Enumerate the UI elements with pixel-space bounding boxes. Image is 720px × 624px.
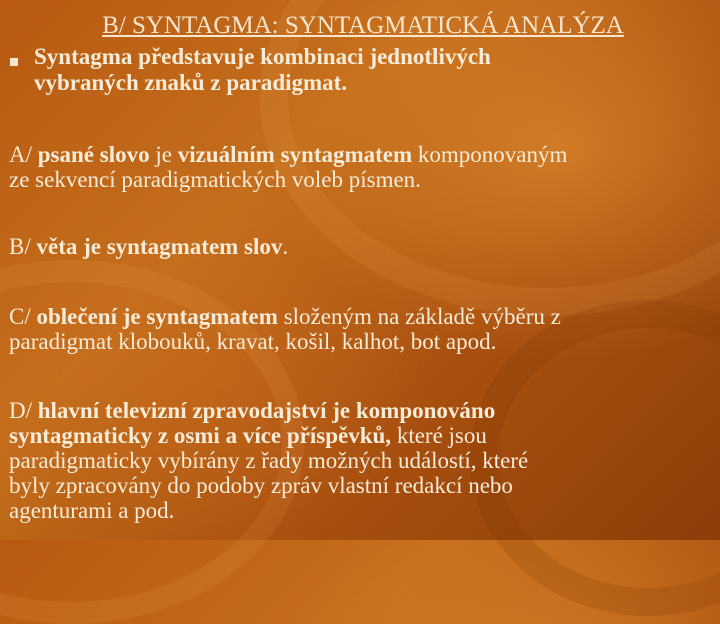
paragraph-b-strong: věta je syntagmatem slov xyxy=(36,234,283,259)
paragraph-b-line-1 xyxy=(9,234,720,259)
paragraph-d-line-2 xyxy=(9,423,720,448)
square-bullet-icon xyxy=(10,58,18,66)
paragraph-d-line-4: byly zpracovány do podoby zpráv vlastní redakcí nebo xyxy=(9,473,513,498)
paragraph-b xyxy=(9,234,720,259)
paragraph-d-line-3: paradigmaticky vybírány z řady možných událostí, které xyxy=(9,448,529,473)
paragraph-c-strong: oblečení je syntagmatem xyxy=(36,304,278,329)
paragraph-a-prefix: A/ xyxy=(9,142,38,167)
paragraph-a xyxy=(9,142,720,192)
bullet-item xyxy=(10,44,690,96)
paragraph-a-strong: vizuálním syntagmatem xyxy=(177,142,413,167)
paragraph-a-term: psané slovo xyxy=(37,142,150,167)
paragraph-c xyxy=(9,304,720,354)
bullet-line-2: vybraných znaků z paradigmat. xyxy=(34,70,348,95)
bullet-line-1: Syntagma představuje kombinaci jednotlivých xyxy=(34,44,491,69)
paragraph-d-strong-2: syntagmaticky z osmi a více příspěvků, xyxy=(9,423,392,448)
paragraph-d xyxy=(9,398,720,523)
paragraph-c-line-1 xyxy=(9,304,720,329)
paragraph-c-line-2: paradigmat klobouků, kravat, košil, kalhot, bot apod. xyxy=(9,329,497,354)
paragraph-d-strong-1: hlavní televizní zpravodajství je komponováno xyxy=(37,398,496,423)
paragraph-d-prefix: D/ xyxy=(9,398,38,423)
paragraph-d-line-5: agenturami a pod. xyxy=(9,498,175,523)
paragraph-a-rest: komponovaným xyxy=(412,142,568,167)
paragraph-c-rest: složeným na základě výběru z xyxy=(277,304,561,329)
paragraph-b-prefix: B/ xyxy=(9,234,37,259)
paragraph-a-line-1 xyxy=(9,142,720,167)
paragraph-d-rest-2: které jsou xyxy=(391,423,487,448)
paragraph-a-line-2: ze sekvencí paradigmatických voleb písmen. xyxy=(9,167,421,192)
paragraph-b-rest: . xyxy=(282,234,289,259)
paragraph-a-mid: je xyxy=(149,142,178,167)
bullet-text xyxy=(34,44,690,96)
paragraph-d-line-1 xyxy=(9,398,720,423)
slide-title: B/ SYNTAGMA: SYNTAGMATICKÁ ANALÝZA xyxy=(102,12,624,39)
paragraph-c-prefix: C/ xyxy=(9,304,37,329)
